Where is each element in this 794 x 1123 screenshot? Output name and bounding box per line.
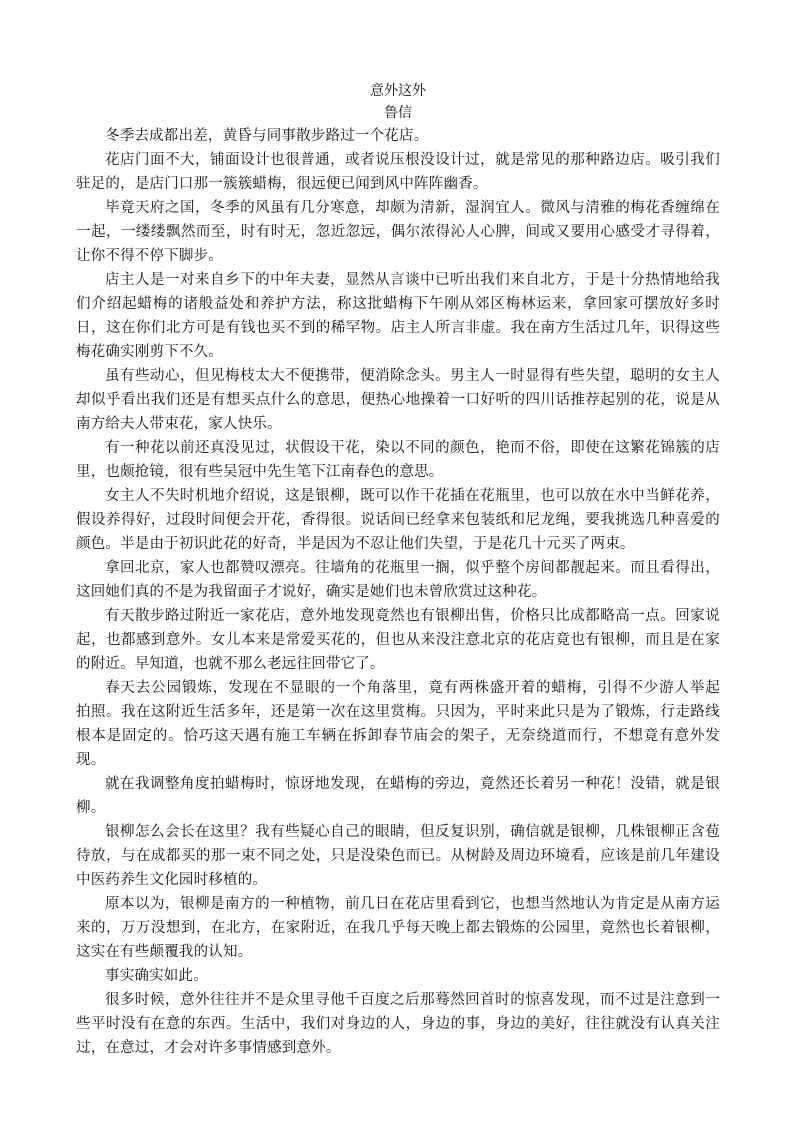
paragraph-13: 原本以为，银柳是南方的一种植物，前几日在花店里看到它，也想当然地认为肯定是从南方运来的，万万没想到，在北方，在家附近，在我几乎每天晚上都去锻炼的公园里，竟然也长着银柳，这实在有些颠覆我的认知。 bbox=[76, 896, 720, 960]
paragraph-4: 店主人是一对来自乡下的中年夫妻，显然从言谈中已听出我们来自北方，于是十分热情地给我们介绍起蜡梅的诸般益处和养护方法，称这批蜡梅下午刚从郊区梅林运来，拿回家可摆放好多时日，这在你们北方可是有钱也买不到的稀罕物。店主人所言非虚。我在南方生活过几年，识得这些梅花确实刚剪下不久。 bbox=[76, 272, 720, 360]
paragraph-2: 花店门面不大，铺面设计也很普通，或者说压根没设计过，就是常见的那种路边店。吸引我们驻足的，是店门口那一簇簇蜡梅，很远便已闻到风中阵阵幽香。 bbox=[76, 152, 720, 192]
paragraph-11: 就在我调整角度拍蜡梅时，惊讶地发现，在蜡梅的旁边，竟然还长着另一种花！没错，就是银柳。 bbox=[76, 776, 720, 816]
paragraph-9: 有天散步路过附近一家花店，意外地发现竟然也有银柳出售，价格只比成都略高一点。回家说起，也都感到意外。女儿本来是常爱买花的，但也从来没注意北京的花店竟也有银柳，而且是在家的附近。早知道，也就不那么老远往回带它了。 bbox=[76, 608, 720, 672]
paragraph-8: 拿回北京，家人也都赞叹漂亮。往墙角的花瓶里一搁，似乎整个房间都靓起来。而且看得出，这回她们真的不是为我留面子才说好，确实是她们也未曾欣赏过这种花。 bbox=[76, 560, 720, 600]
paragraph-12: 银柳怎么会长在这里？我有些疑心自己的眼睛，但反复识别，确信就是银柳，几株银柳正含苞待放，与在成都买的那一束不同之处，只是没染色而已。从树龄及周边环境看，应该是前几年建设中医药养生文化园时移植的。 bbox=[76, 824, 720, 888]
paragraph-10: 春天去公园锻炼，发现在不显眼的一个角落里，竟有两株盛开着的蜡梅，引得不少游人举起 拍照。我在这附近生活多年，还是第一次在这里赏梅。只因为，平时来此只是为了锻炼，行走路线根本是固定的。恰巧这天遇有施工车辆在拆卸春节庙会的架子，无奈绕道而行，不想竟有意外发现。 bbox=[76, 680, 740, 768]
paragraph-3: 毕竟天府之国，冬季的风虽有几分寒意，却颇为清新，湿润宜人。微风与清雅的梅花香缠绵在一起，一缕缕飘然而至，时有时无，忽近忽远，偶尔浓得沁人心脾，间或又要用心感受才寻得着，让你不得不停下脚步。 bbox=[76, 200, 720, 264]
paragraph-14: 事实确实如此。 bbox=[105, 968, 208, 984]
paragraph-1: 冬季去成都出差，黄昏与同事散步路过一个花店。 bbox=[105, 128, 429, 144]
article-title: 意外这外 bbox=[370, 83, 426, 99]
article-author: 鲁信 bbox=[384, 105, 412, 121]
paragraph-7: 女主人不失时机地介绍说，这是银柳，既可以作干花插在花瓶里，也可以放在水中当鲜花养，假设养得好，过段时间便会开花，香得很。说话间已经拿来包装纸和尼龙绳，要我挑选几种喜爱的颜色。半是由于初识此花的好奇，半是因为不忍让他们失望，于是花几十元买了两束。 bbox=[76, 488, 720, 552]
paragraph-6: 有一种花以前还真没见过，状假设干花，染以不同的颜色，艳而不俗，即使在这繁花锦簇的店里，也颇抢镜，很有些吴冠中先生笔下江南春色的意思。 bbox=[76, 440, 720, 480]
paragraph-15: 很多时候，意外往往并不是众里寻他千百度之后那蓦然回首时的惊喜发现，而不过是注意到一些平时没有在意的东西。生活中，我们对身边的人，身边的事，身边的美好，往往就没有认真关注过，在意过，才会对许多事情感到意外。 bbox=[76, 992, 720, 1056]
paragraph-5: 虽有些动心，但见梅枝太大不便携带，便消除念头。男主人一时显得有些失望，聪明的女主人却似乎看出我们还是有想买点什么的意思，便热心地操着一口好听的四川话推荐起别的花，说是从南方给夫人带束花，家人快乐。 bbox=[76, 368, 720, 432]
